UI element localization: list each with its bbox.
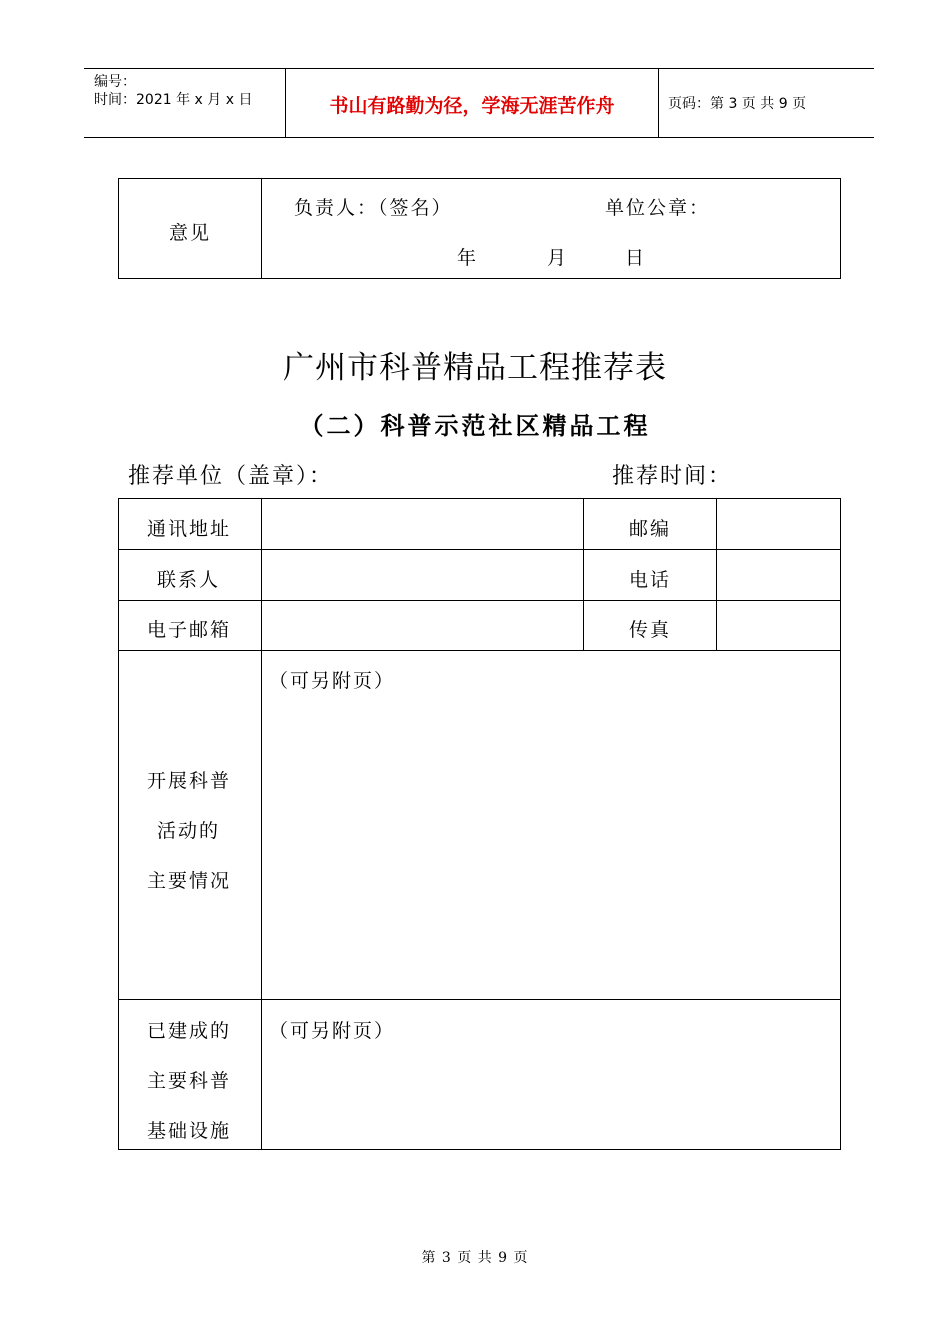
activities-hint: （可另附页） [269,670,396,692]
recommendation-form [118,498,841,1150]
facilities-hint: （可另附页） [269,1020,396,1042]
facilities-label-line: 基础设施 [147,1120,232,1142]
serial-number: 编号： [94,74,136,90]
opinion-box [118,178,841,279]
year-label: 年 [457,247,479,269]
contact-label: 联系人 [157,569,221,591]
signer-label: 负责人：（签名） [294,197,453,219]
activities-field[interactable] [262,651,840,999]
header-page-info: 页码：第 3 页 共 9 页 [668,96,807,112]
phone-field[interactable] [717,550,840,600]
phone-label: 电话 [629,569,672,591]
contact-field[interactable] [262,550,583,600]
opinion-divider [261,179,262,278]
facilities-label-line: 主要科普 [147,1070,232,1092]
recommend-time-label: 推荐时间： [612,464,733,489]
recommend-unit-label: 推荐单位（盖章）： [128,464,334,489]
header-motto: 书山有路勤为径，学海无涯苦作舟 [329,95,615,117]
postcode-label: 邮编 [629,518,672,540]
day-label: 日 [625,247,647,269]
activities-label-line: 主要情况 [147,870,232,892]
header-divider [658,69,659,137]
document-date: 时间：2021 年 x 月 x 日 [94,92,253,108]
opinion-label: 意见 [169,222,212,244]
page-subtitle: （二）科普示范社区精品工程 [299,411,651,440]
activities-label-line: 开展科普 [147,770,232,792]
fax-field[interactable] [717,601,840,650]
seal-label: 单位公章： [605,197,711,219]
address-field[interactable] [262,499,583,549]
email-label: 电子邮箱 [147,619,232,641]
fax-label: 传真 [629,619,672,641]
page-header [84,68,874,138]
facilities-label-line: 已建成的 [147,1020,232,1042]
postcode-field[interactable] [717,499,840,549]
month-label: 月 [547,247,569,269]
page-footer: 第 3 页 共 9 页 [421,1250,529,1266]
page-title: 广州市科普精品工程推荐表 [283,350,667,386]
column-divider [583,499,584,650]
address-label: 通讯地址 [147,518,232,540]
email-field[interactable] [262,601,583,650]
activities-label-line: 活动的 [157,820,221,842]
